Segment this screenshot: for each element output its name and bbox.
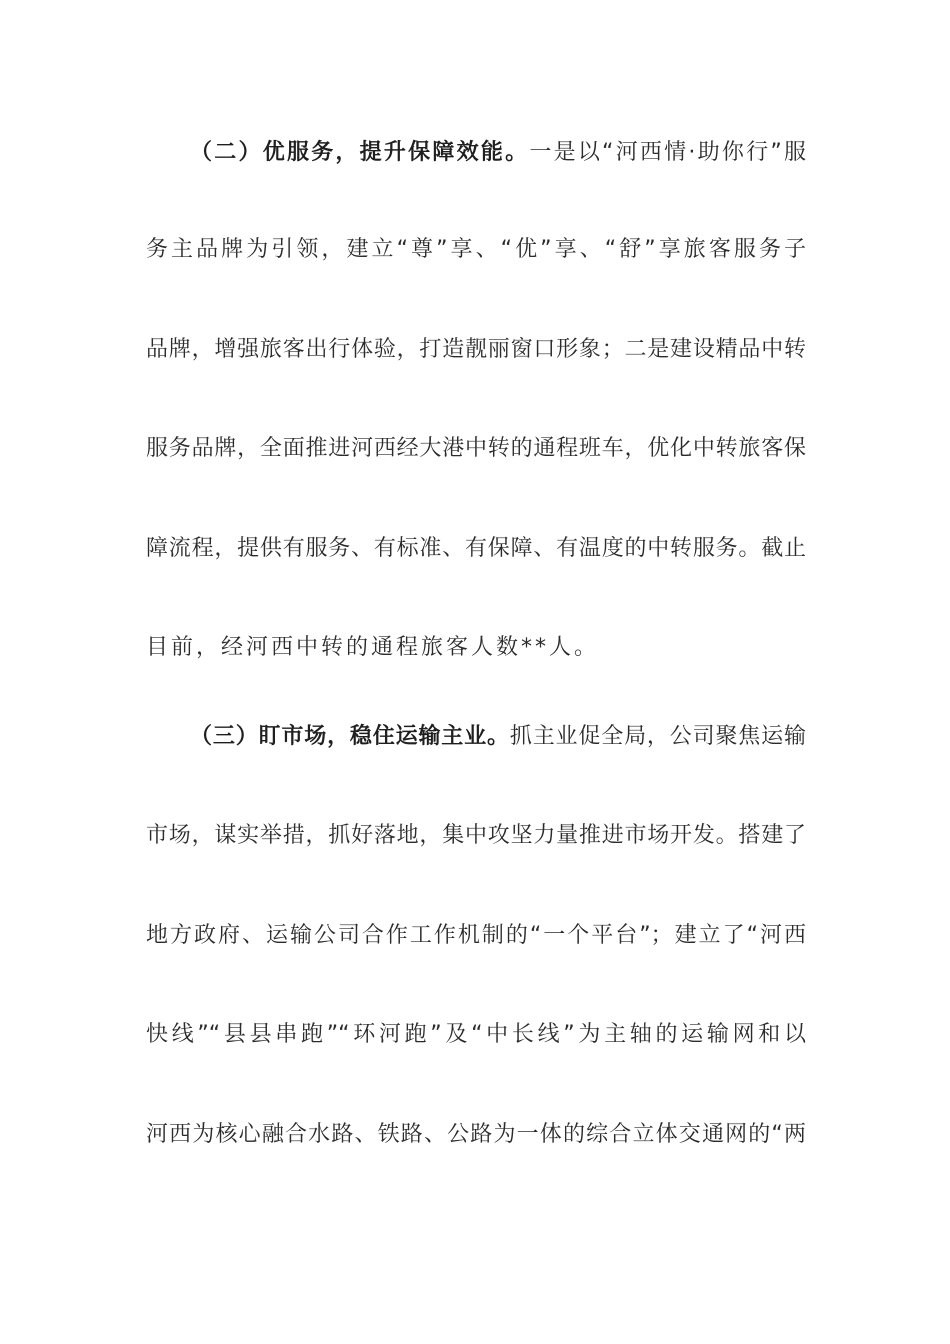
section-2-text-start: 一是以“河西情·助你行”服 [529,140,806,165]
paragraph-section-2-line-5: 障流程，提供有服务、有标准、有保障、有温度的中转服务。截止 [146,536,806,561]
paragraph-section-3-line-3: 地方政府、运输公司合作工作机制的“一个平台”；建立了“河西 [146,923,806,948]
paragraph-section-3-line-2: 市场，谋实举措，抓好落地，集中攻坚力量推进市场开发。搭建了 [146,823,806,848]
section-3-heading: （三）盯市场，稳住运输主业。 [190,724,510,749]
paragraph-section-2-line-1 [190,136,806,170]
section-2-heading: （二）优服务，提升保障效能。 [190,140,530,165]
paragraph-section-2-line-2: 务主品牌为引领，建立“尊”享、“优”享、“舒”享旅客服务子 [146,237,806,262]
paragraph-section-2-line-3: 品牌，增强旅客出行体验，打造靓丽窗口形象；二是建设精品中转 [146,337,806,362]
paragraph-section-3-line-5: 河西为核心融合水路、铁路、公路为一体的综合立体交通网的“两 [146,1122,806,1147]
paragraph-section-3-line-4: 快线”“县县串跑”“环河跑”及“中长线”为主轴的运输网和以 [146,1022,806,1047]
paragraph-section-3-line-1 [190,720,806,754]
section-3-text-start: 抓主业促全局，公司聚焦运输 [509,724,806,749]
paragraph-section-2-line-6: 目前，经河西中转的通程旅客人数**人。 [146,635,600,660]
paragraph-section-2-line-4: 服务品牌，全面推进河西经大港中转的通程班车，优化中转旅客保 [146,436,806,461]
